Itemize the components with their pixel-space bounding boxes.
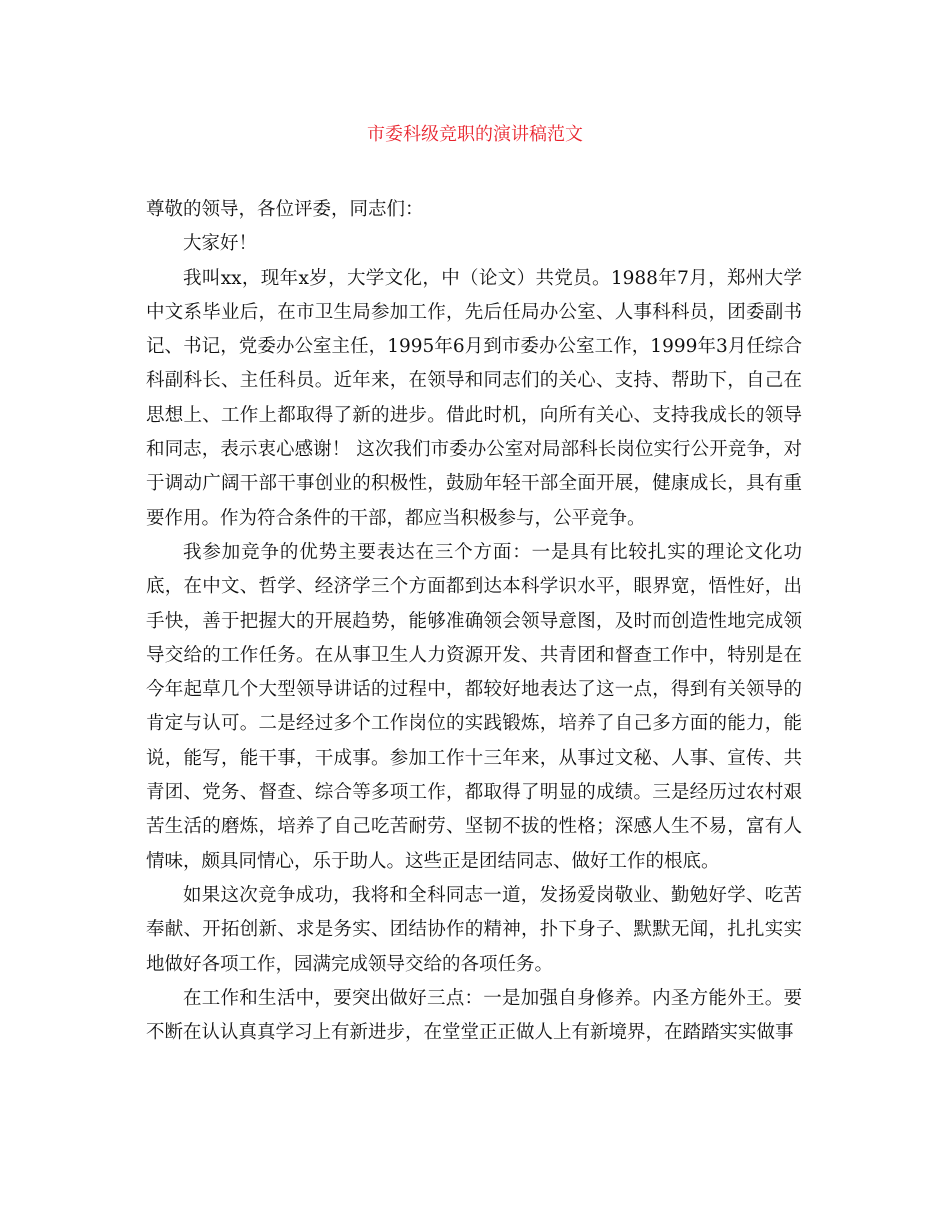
document-body bbox=[146, 193, 802, 1050]
paragraph-three-points: 在工作和生活中，要突出做好三点：一是加强自身修养。内圣方能外王。要不断在认认真真学习上有新进步，在堂堂正正做人上有新境界，在踏踏实实做事 bbox=[146, 987, 802, 1044]
document-title: 市委科级竞职的演讲稿范文 bbox=[367, 124, 583, 145]
paragraph-introduction: 我叫xx，现年x岁，大学文化，中（论文）共党员。1988年7月，郑州大学中文系毕业后，在市卫生局参加工作，先后任局办公室、人事科科员，团委副书记、书记，党委办公室主任，1995年6月到市委办公室工作，1999年3月任综合科副科长、主任科员。近年来，在领导和同志们的关心、支持、帮助下，自己在思想上、工作上都取得了新的进步。借此时机，向所有关心、支持我成长的领导和同志，表示衷心感谢！ 这次我们市委办公室对局部科长岗位实行公开竞争，对于调动广阔干部干事创业的积极性，鼓励年轻干部全面开展，健康成长，具有重要作用。作为符合条件的干部，都应当积极参与，公平竞争。 bbox=[146, 267, 802, 529]
paragraph-greeting: 大家好！ bbox=[183, 233, 258, 255]
paragraph-commitment: 如果这次竞争成功，我将和全科同志一道，发扬爱岗敬业、勤勉好学、吃苦奉献、开拓创新、求是务实、团结协作的精神，扑下身子、默默无闻，扎扎实实地做好各项工作，园满完成领导交给的各项任务。 bbox=[146, 884, 802, 975]
salutation: 尊敬的领导，各位评委，同志们： bbox=[146, 199, 424, 220]
paragraph-advantages: 我参加竞争的优势主要表达在三个方面：一是具有比较扎实的理论文化功底，在中文、哲学、经济学三个方面都到达本科学识水平，眼界宽，悟性好，出手快，善于把握大的开展趋势，能够准确领会领导意图，及时而创造性地完成领导交给的工作任务。在从事卫生人力资源开发、共青团和督查工作中，特别是在今年起草几个大型领导讲话的过程中，都较好地表达了这一点，得到有关领导的肯定与认可。二是经过多个工作岗位的实践锻炼，培养了自己多方面的能力，能说，能写，能干事，干成事。参加工作十三年来，从事过文秘、人事、宣传、共青团、党务、督查、综合等多项工作，都取得了明显的成绩。三是经历过农村艰苦生活的磨炼，培养了自己吃苦耐劳、坚韧不拔的性格；深感人生不易，富有人情味，颇具同情心，乐于助人。这些正是团结同志、做好工作的根底。 bbox=[146, 541, 802, 872]
